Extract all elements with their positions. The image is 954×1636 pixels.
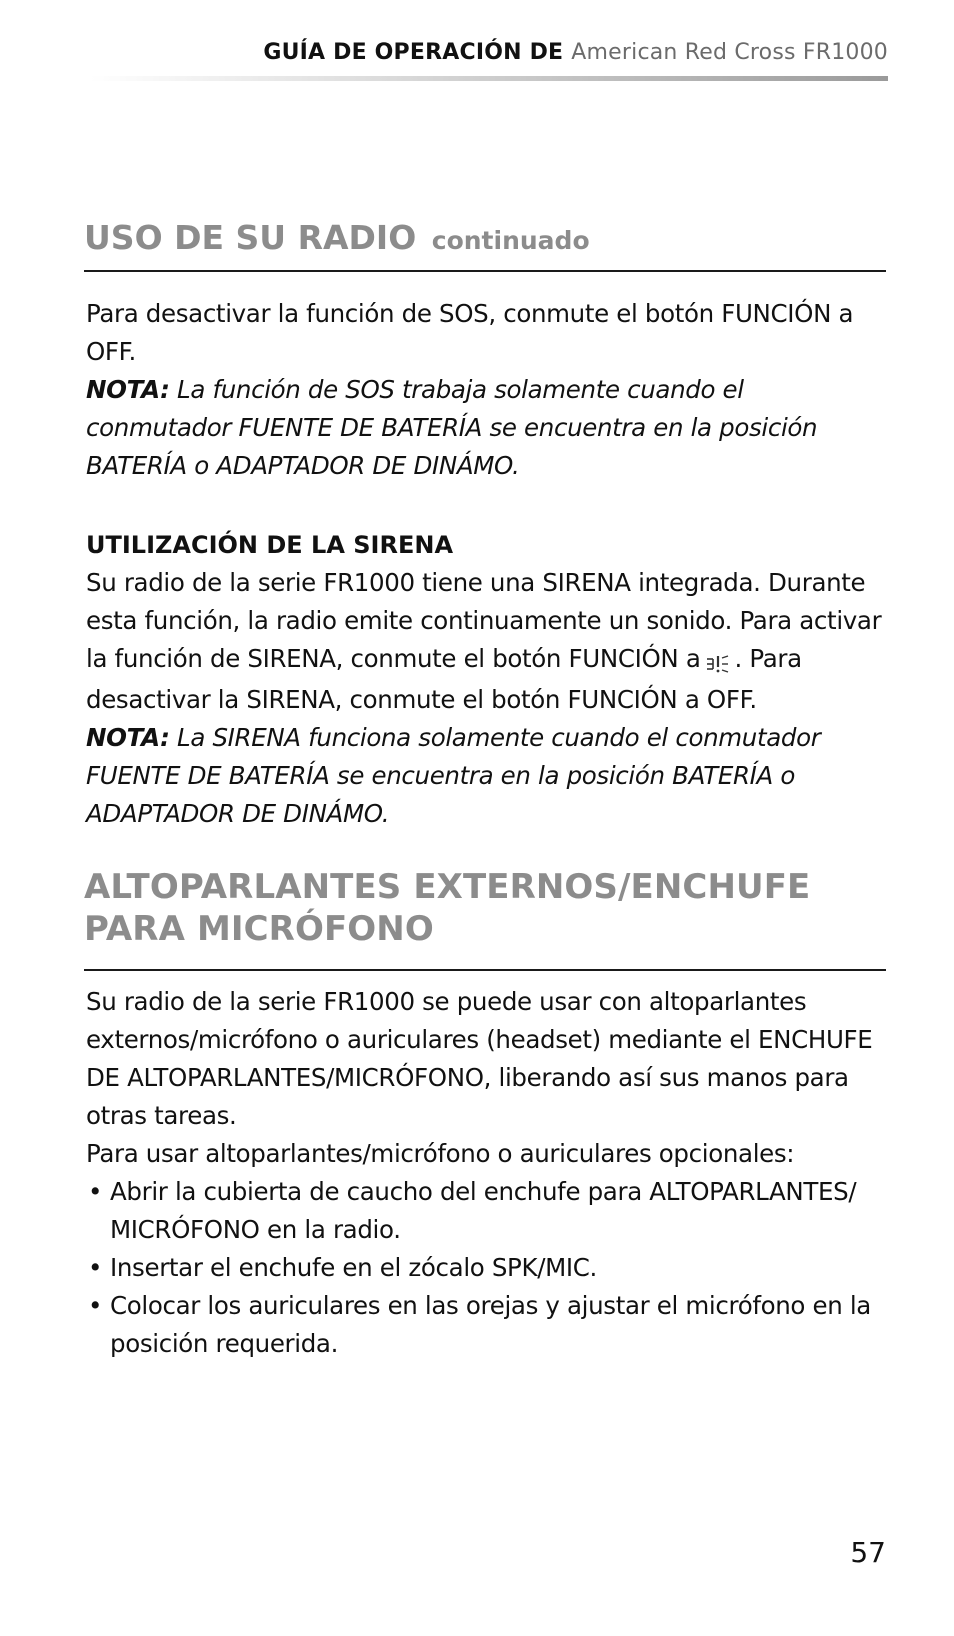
speaker-paragraph: Su radio de la serie FR1000 se puede usar con altoparlantes externos/micrófono o auriculares (headset) mediante el ENCHUFE DE ALTOPARLANTES/MICRÓFONO, liberando así sus manos para otras tareas. [86, 987, 873, 1130]
header-product-name: American Red Cross FR1000 [571, 40, 888, 65]
siren-paragraph-part2: . Para desactivar la SIRENA, conmute el botón FUNCIÓN a OFF. [86, 644, 802, 714]
section-subtitle: continuado [431, 226, 590, 255]
header-rule [90, 76, 888, 81]
siren-heading: UTILIZACIÓN DE LA SIRENA [86, 531, 454, 559]
list-item: • Colocar los auriculares en las orejas y ajustar el micrófono en la posición requerida. [86, 1287, 886, 1363]
siren-note [86, 719, 886, 833]
siren-icon [705, 643, 731, 681]
siren-paragraph-part1: Su radio de la serie FR1000 tiene una SIRENA integrada. Durante esta función, la radio emite continuamente un sonido. Para activar la función de SIRENA, conmute el botón FUNCIÓN a [86, 568, 882, 673]
section-divider [84, 969, 886, 971]
speaker-instructions-intro: Para usar altoparlantes/micrófono o auriculares opcionales: [86, 1139, 795, 1168]
section-title-uso-radio [84, 218, 590, 261]
running-header [263, 40, 888, 65]
note-text: La función de SOS trabaja solamente cuando el conmutador FUENTE DE BATERÍA se encuentra en la posición BATERÍA o ADAPTADOR DE DINÁMO. [86, 375, 818, 480]
instruction-list [86, 1173, 886, 1363]
siren-paragraph [86, 564, 886, 719]
speaker-block [86, 983, 886, 1363]
note-label: NOTA: [86, 375, 170, 404]
section-title-altoparlantes: ALTOPARLANTES EXTERNOS/ENCHUFE PARA MICRÓFONO [84, 867, 811, 949]
header-guide-title: GUÍA DE OPERACIÓN DE [263, 40, 564, 65]
sos-note [86, 371, 886, 485]
page-number: 57 [850, 1536, 886, 1569]
sos-paragraph: Para desactivar la función de SOS, conmute el botón FUNCIÓN a OFF. [86, 299, 854, 366]
note-text: La SIRENA funciona solamente cuando el conmutador FUENTE DE BATERÍA se encuentra en la posición BATERÍA o ADAPTADOR DE DINÁMO. [86, 723, 821, 828]
list-item: • Insertar el enchufe en el zócalo SPK/MIC. [86, 1249, 886, 1287]
list-item: • Abrir la cubierta de caucho del enchufe para ALTOPARLANTES/ MICRÓFONO en la radio. [86, 1173, 886, 1249]
note-label: NOTA: [86, 723, 170, 752]
siren-block [86, 526, 886, 833]
section-divider [84, 270, 886, 272]
sos-block [86, 295, 886, 485]
section-title-text: USO DE SU RADIO [84, 218, 417, 257]
